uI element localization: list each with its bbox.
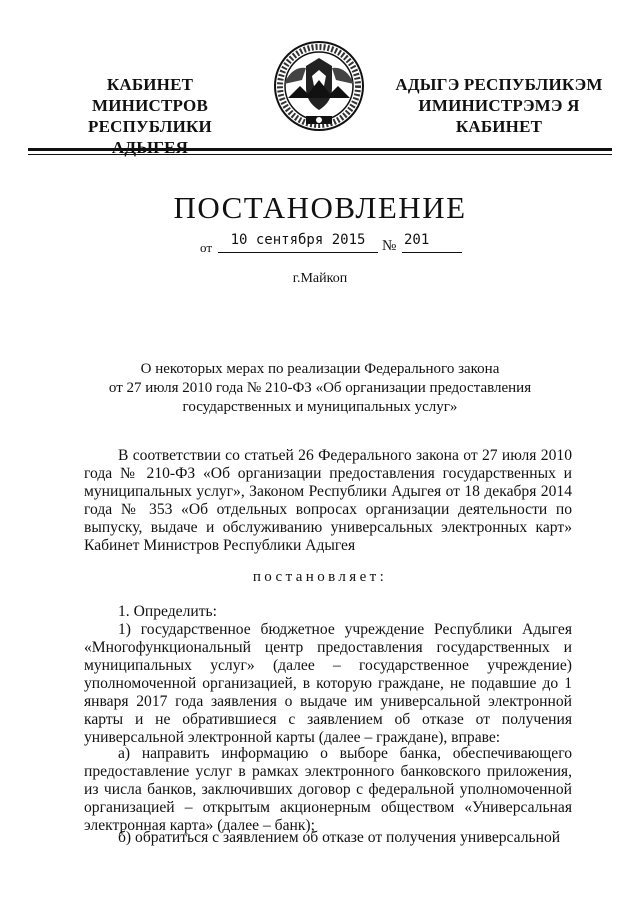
header-left-line2: РЕСПУБЛИКИ: [88, 117, 212, 136]
number-label: №: [382, 238, 397, 254]
item-1-1-b-paragraph: б) обратиться с заявлением об отказе от получения универсальной: [118, 829, 561, 846]
subject-line1: О некоторых мерах по реализации Федерального закона: [140, 361, 500, 377]
date-field: 10 сентября 2015: [218, 232, 378, 253]
header-divider-thick: [28, 148, 612, 151]
header-left-ru: [50, 74, 250, 158]
subject-heading: [100, 360, 540, 417]
preamble-paragraph: В соответствии со статьей 26 Федерального закона от 27 июля 2010 года № 210-ФЗ «Об организации предоставления государственных и муниципальных услуг», Законом Республики Адыгея от 18 декабря 2014 года № 353 «Об отдельных вопросах организации деятельности по выпуску, выдаче и обслуживанию универсальных электронных карт» Кабинет Министров Республики Адыгея: [84, 447, 572, 554]
item-1-paragraph: 1. Определить:: [118, 603, 217, 620]
date-prefix-label: от: [200, 240, 213, 255]
header-right-line2: ИМИНИСТРЭМЭ Я КАБИНЕТ: [418, 96, 580, 136]
number-field: 201: [402, 232, 462, 253]
city-label: г.Майкоп: [292, 271, 348, 286]
subject-line3: государственных и муниципальных услуг»: [182, 399, 458, 415]
header-divider-thin: [28, 154, 612, 155]
decree-word: постановляет:: [252, 569, 388, 585]
document-title: ПОСТАНОВЛЕНИЕ: [173, 190, 467, 225]
subject-line2: от 27 июля 2010 года № 210-ФЗ «Об организации предоставления: [108, 380, 532, 396]
item-1-1-paragraph: 1) государственное бюджетное учреждение Республики Адыгея «Многофункциональный центр предоставления государственных и муниципальных услуг» (далее – государственное учреждение) уполномоченной организацией, в которую граждане, не подавшие до 1 января 2017 года заявления о выдаче им универсальной электронной карты и не обратившиеся с заявлением об отказе от получения универсальной электронной карты (далее – граждане), вправе:: [84, 621, 572, 746]
header-left-line1: КАБИНЕТ МИНИСТРОВ: [92, 75, 208, 115]
item-1-1-a-paragraph: а) направить информацию о выборе банка, обеспечивающего предоставление услуг в рамках электронного банковского приложения, из числа банков, заключивших договор с федеральной уполномоченной организацией – открытым акционерным обществом «Универсальная электронная карта» (далее – банк);: [84, 745, 572, 834]
header-right-ady: [388, 74, 610, 137]
dateline: [200, 232, 460, 254]
coat-of-arms-icon: [272, 36, 366, 136]
header-right-line1: АДЫГЭ РЕСПУБЛИКЭМ: [395, 75, 603, 94]
